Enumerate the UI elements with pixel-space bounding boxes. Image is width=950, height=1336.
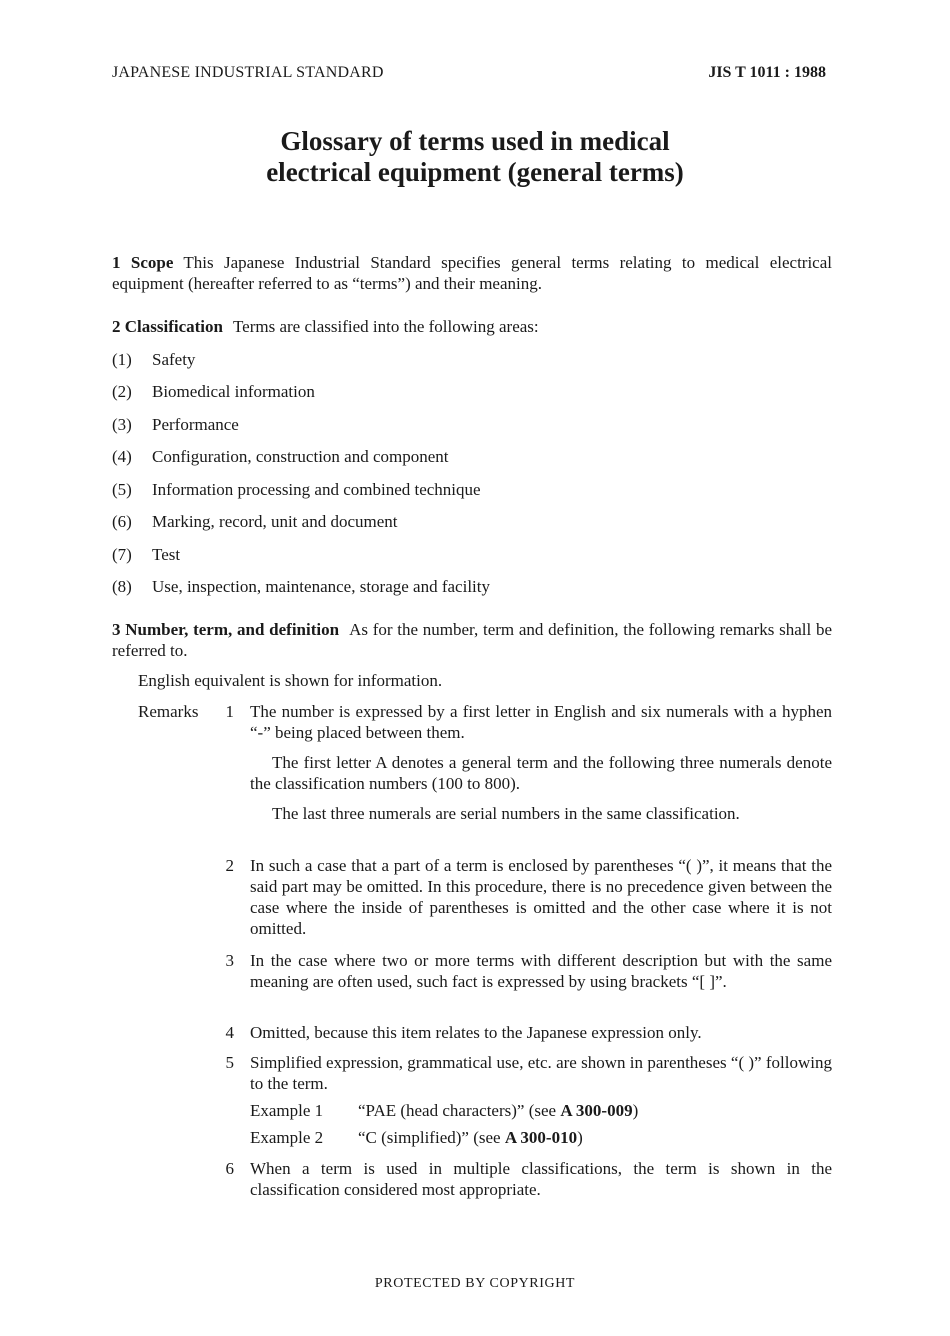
remark-number: 3: [225, 951, 234, 970]
remark-text: In the case where two or more terms with different description but with the same meaning are often used, such fact is expressed by using brackets “[ ]”.: [250, 951, 832, 991]
list-item: [112, 414, 832, 435]
remark-text: When a term is used in multiple classifications, the term is shown in the classification considered most appropriate.: [250, 1159, 832, 1199]
remark-text: Omitted, because this item relates to the Japanese expression only.: [250, 1023, 702, 1042]
remark-number: 1: [225, 702, 234, 721]
list-item-label: Safety: [152, 350, 196, 369]
scope-text: This Japanese Industrial Standard specifies general terms relating to medical electrical equipment (hereafter referred to as “terms”) and their meaning.: [112, 253, 832, 293]
numbering-section: [112, 619, 832, 661]
classification-heading: 2 Classification: [112, 317, 223, 336]
title-line-2: electrical equipment (general terms): [266, 157, 684, 187]
list-item-number: (4): [112, 447, 132, 466]
example-text: “PAE (head characters)” (see: [358, 1101, 561, 1120]
list-item: [112, 576, 832, 597]
scope-section: [112, 252, 832, 294]
list-item-label: Performance: [152, 415, 239, 434]
remark-number: 5: [225, 1053, 234, 1072]
publisher-header: JAPANESE INDUSTRIAL STANDARD: [112, 64, 384, 81]
example-close: ): [577, 1128, 583, 1147]
list-item: [112, 381, 832, 402]
list-item-label: Marking, record, unit and document: [152, 512, 398, 531]
remark-number: 2: [225, 856, 234, 875]
list-item-label: Test: [152, 545, 181, 564]
remark-text: Simplified expression, grammatical use, etc. are shown in parentheses “( )” following to the term.: [250, 1053, 832, 1093]
classification-text: Terms are classified into the following areas:: [232, 317, 539, 336]
remark-number: 4: [225, 1023, 234, 1042]
copyright-footer: PROTECTED BY COPYRIGHT: [374, 1276, 576, 1291]
remark-subtext: The last three numerals are serial numbers in the same classification.: [272, 804, 740, 823]
title-line-1: Glossary of terms used in medical: [280, 126, 670, 156]
numbering-heading: 3 Number, term, and definition: [112, 620, 340, 639]
english-note: English equivalent is shown for information.: [138, 671, 443, 690]
list-item-number: (2): [112, 382, 132, 401]
example-label: Example 2: [250, 1128, 324, 1147]
remark-subtext: The first letter A denotes a general term and the following three numerals denote the classification numbers (100 to 800).: [250, 753, 832, 793]
list-item-number: (7): [112, 545, 132, 564]
list-item-number: (1): [112, 350, 132, 369]
list-item-number: (5): [112, 480, 132, 499]
list-item-number: (6): [112, 512, 132, 531]
example-reference: A 300-009: [560, 1101, 633, 1120]
remark-text: In such a case that a part of a term is enclosed by parentheses “( )”, it means that the said part may be omitted. In this procedure, there is no precedence given between the case where the inside of parentheses is omitted and the other case where it is not omitted.: [250, 856, 832, 938]
example-2: [250, 1127, 583, 1148]
list-item-label: Configuration, construction and component: [152, 447, 449, 466]
example-text: “C (simplified)” (see: [358, 1128, 505, 1147]
list-item-label: Information processing and combined technique: [152, 480, 481, 499]
remark-number: 6: [225, 1159, 234, 1178]
list-item: [112, 479, 832, 500]
example-label: Example 1: [250, 1101, 324, 1120]
remarks-label: Remarks: [138, 702, 199, 721]
list-item-number: (8): [112, 577, 132, 596]
example-close: ): [632, 1101, 639, 1120]
numbering-text: As for the number, term and definition, the following remarks shall be referred to.: [112, 620, 832, 660]
list-item-number: (3): [112, 415, 132, 434]
example-reference: A 300-010: [504, 1128, 578, 1147]
list-item-label: Biomedical information: [152, 382, 315, 401]
list-item: [112, 349, 832, 370]
standard-number: JIS T 1011 : 1988: [708, 64, 826, 81]
list-item: [112, 446, 832, 467]
example-1: [250, 1100, 638, 1121]
list-item: [112, 544, 832, 565]
list-item: [112, 511, 832, 532]
page-title: [0, 126, 950, 188]
scope-heading: 1 Scope: [112, 253, 174, 272]
classification-section: [112, 316, 832, 337]
list-item-label: Use, inspection, maintenance, storage and facility: [152, 577, 490, 596]
remark-text: The number is expressed by a first letter in English and six numerals with a hyphen “-” being placed between them.: [250, 702, 832, 742]
